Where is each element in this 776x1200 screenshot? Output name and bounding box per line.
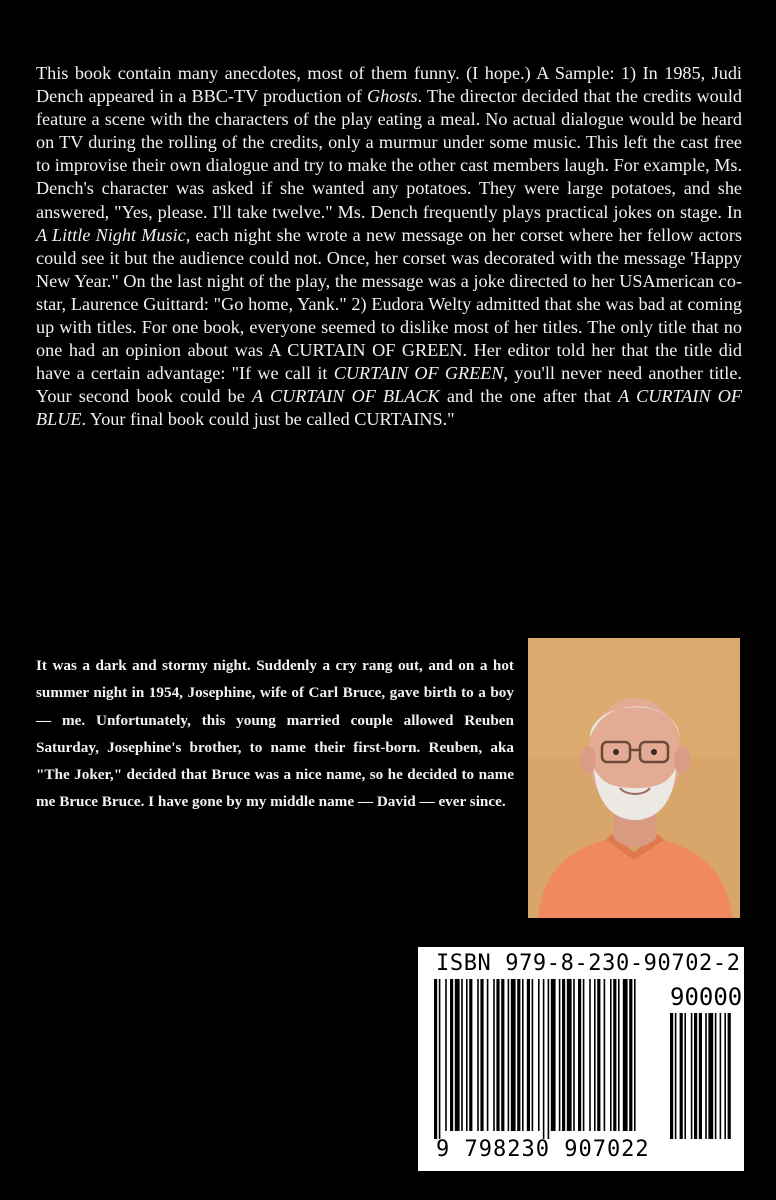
price-code: 90000 bbox=[670, 983, 743, 1011]
blurb-text-3: , each night she wrote a new message on her corset where her fellow actors could see it but the audience could not. Once, her corset was decorated with the message 'Happy New Year." On the last night of the play, the message was a joke directed to her USAmerican co-star, Laurence Guittard: "Go home, Yank." 2) Eudora Welty admitted that she was bad at coming up with titles. For one book, everyone seemed to dislike most of her titles. The only title that no one had an opinion about was A CURTAIN OF GREEN. Her editor told her that the title did have a certain advantage: "If we call it bbox=[36, 224, 742, 384]
blurb-text-2: . The director decided that the credits would feature a scene with the characters of the play eating a meal. No actual dialogue would be heard on TV during the rolling of the credits, only a murmur under some music. This left the cast free to improvise their own dialogue and try to make the other cast members laugh. For example, Ms. Dench's character was asked if she wanted any potatoes. They were large potatoes, and she answered, "Yes, please. I'll take twelve." Ms. Dench frequently plays practical jokes on stage. In bbox=[36, 86, 742, 222]
barcode-bars bbox=[432, 979, 732, 1139]
blurb-text-4: , you'll never need another title. Your second book could be bbox=[36, 363, 742, 407]
blurb-text-5: and the one after that bbox=[439, 386, 619, 407]
blurb-italic-night-music: A Little Night Music bbox=[36, 224, 186, 245]
blurb-italic-curtain-blue: A CURTAIN OF BLUE bbox=[36, 386, 743, 430]
blurb-italic-ghosts: Ghosts bbox=[367, 86, 418, 107]
isbn-barcode bbox=[418, 947, 744, 1171]
blurb-text-6: . Your final book could just be called CURTAINS." bbox=[81, 409, 455, 430]
isbn-number: ISBN 979-8-230-90702-2 bbox=[436, 951, 741, 976]
author-portrait-illustration bbox=[528, 638, 740, 918]
blurb-text-1: This book contain many anecdotes, most of them funny. (I hope.) A Sample: 1) In 1985, Judi Dench appeared in a BBC-TV production of bbox=[36, 63, 742, 107]
blurb-italic-curtain-black: A CURTAIN OF BLACK bbox=[252, 386, 440, 407]
ean-digits: 9 798230 907022 bbox=[436, 1137, 650, 1162]
author-bio: It was a dark and stormy night. Suddenly a cry rang out, and on a hot summer night in 1954, Josephine, wife of Carl Bruce, gave birth to a boy — me. Unfortunately, this young married couple allowed Reuben Saturday, Josephine's brother, to name their first-born. Reuben, aka "The Joker," decided that Bruce was a nice name, so he decided to name me Bruce Bruce. I have gone by my middle name — David — ever since. bbox=[36, 657, 514, 811]
blurb-italic-curtain-green: CURTAIN OF GREEN bbox=[333, 363, 504, 384]
back-cover-blurb bbox=[36, 62, 742, 432]
author-photo bbox=[528, 638, 740, 918]
